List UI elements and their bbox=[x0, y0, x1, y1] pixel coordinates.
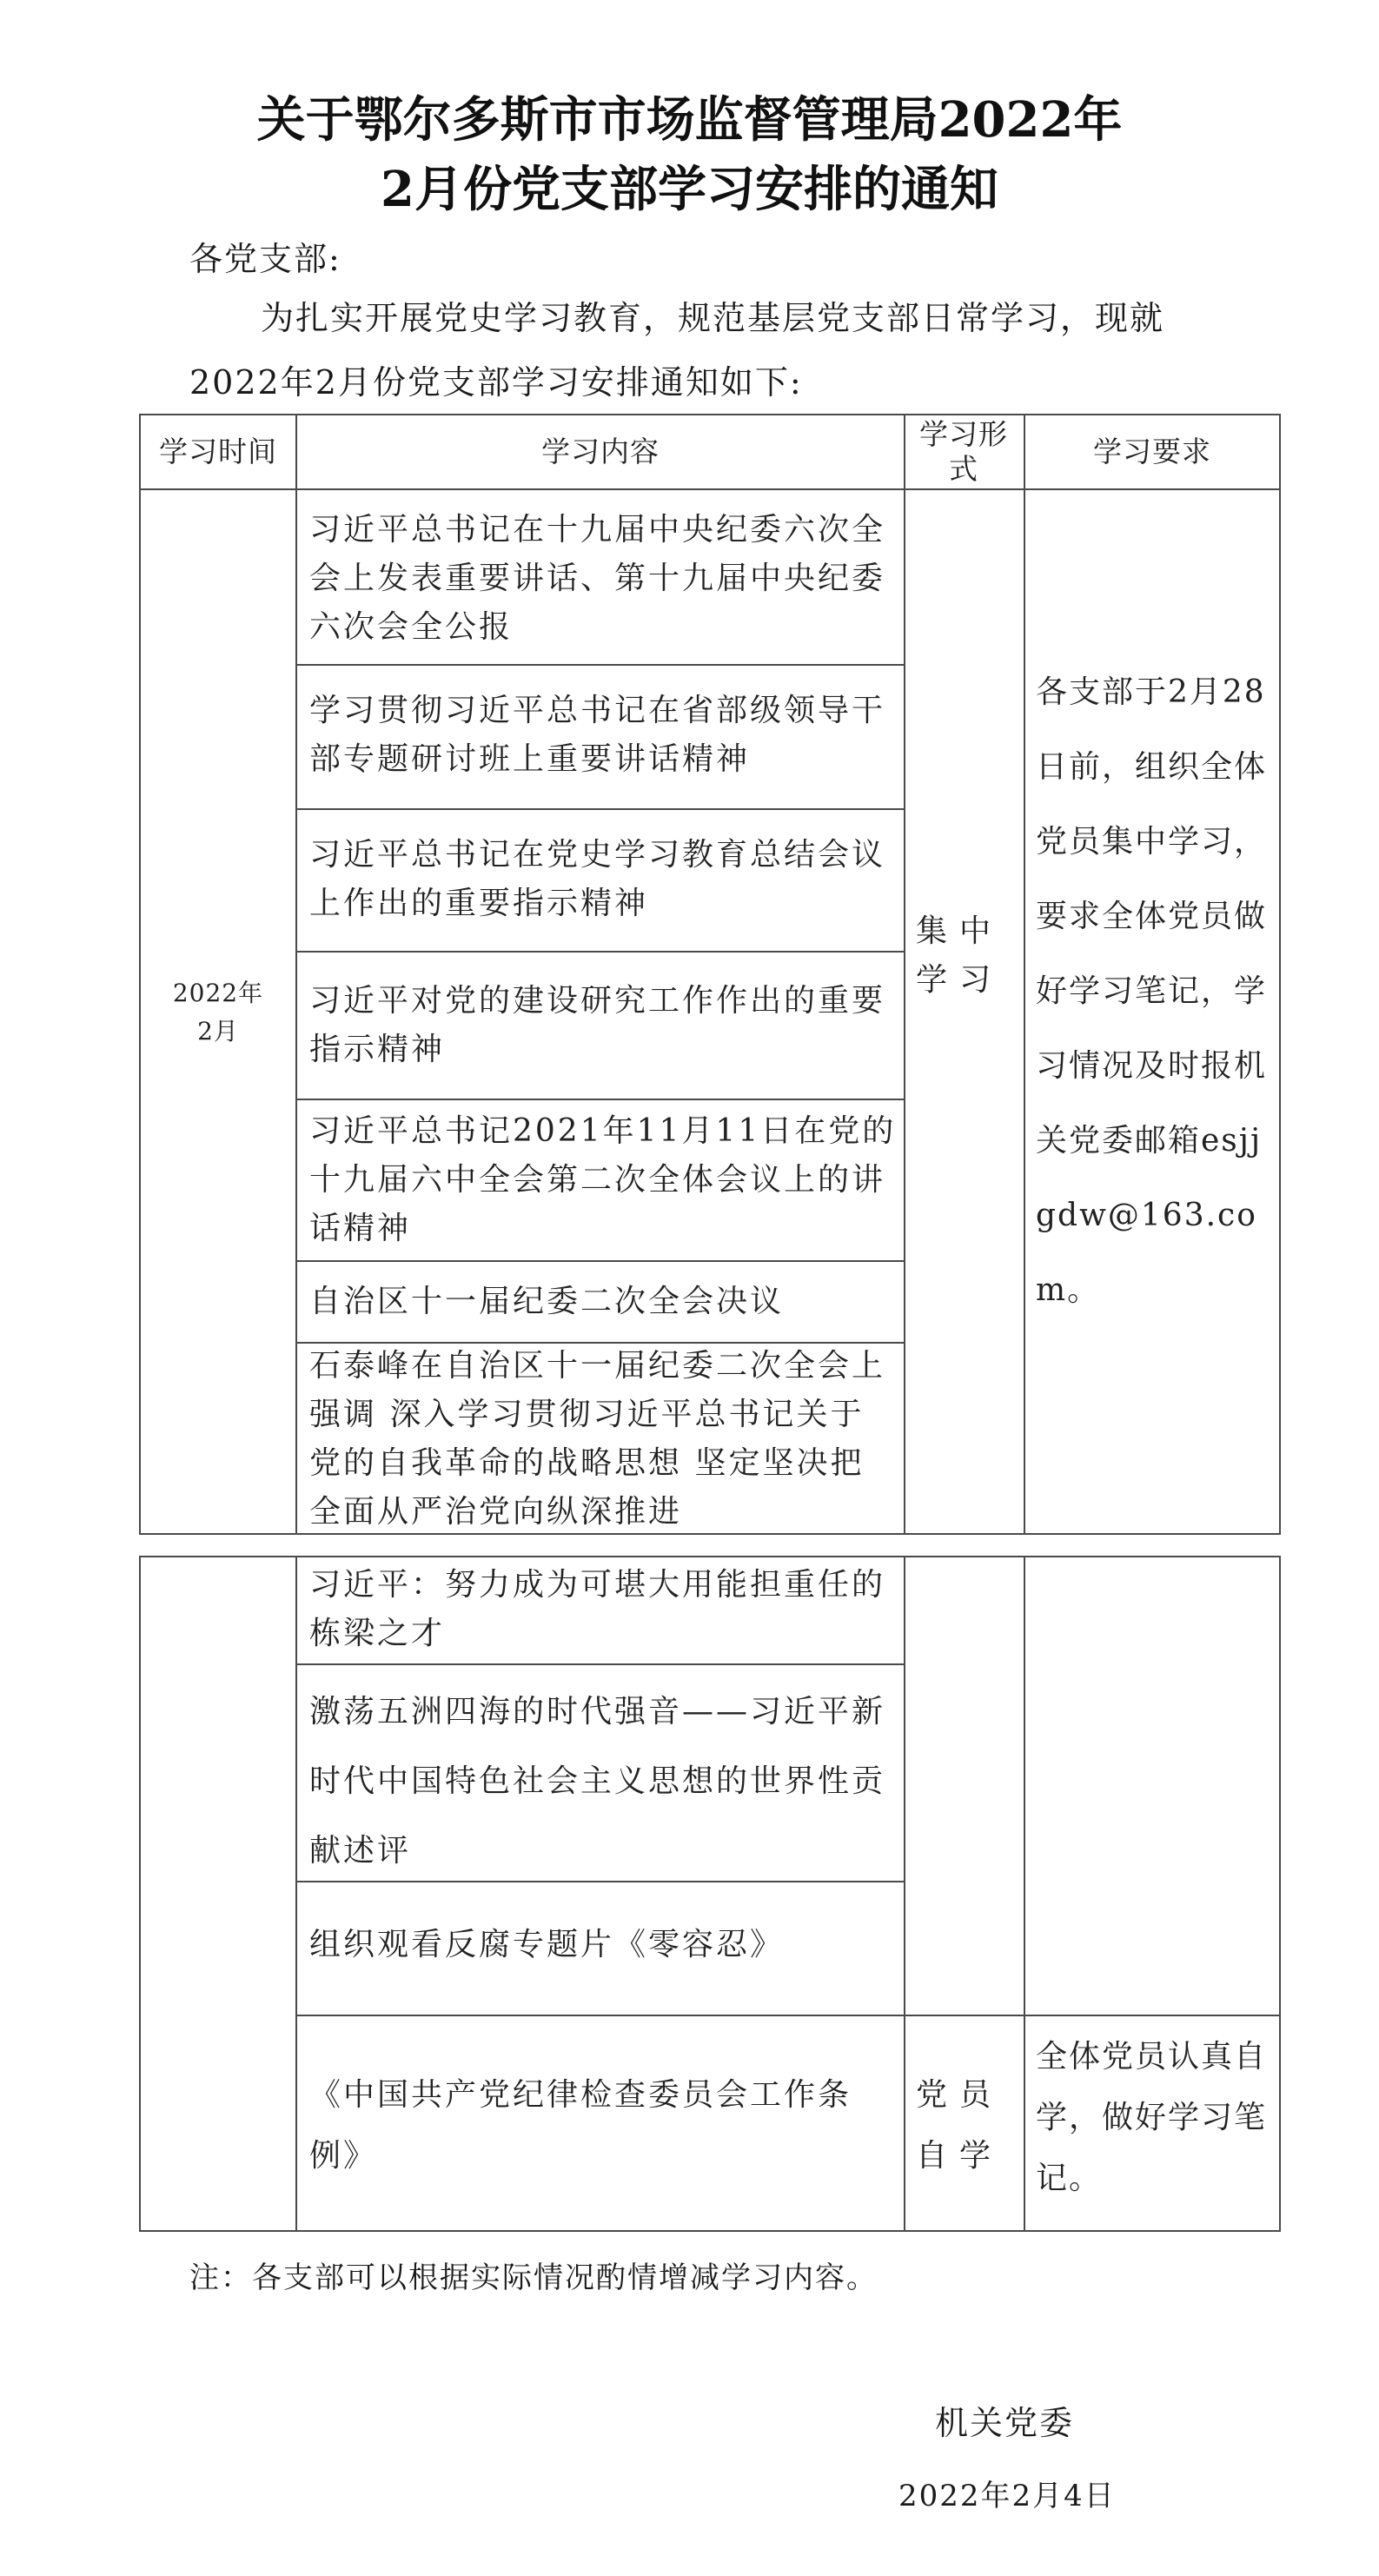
study-form-self: 党员自学 bbox=[916, 2077, 1004, 2174]
issuer: 机关党委 bbox=[935, 2404, 1075, 2442]
document-title-line1: 关于鄂尔多斯市市场监督管理局2022年 bbox=[256, 91, 1123, 149]
content-item-9: 激荡五洲四海的时代强音——习近平新时代中国特色社会主义思想的世界性贡献述评 bbox=[309, 1694, 886, 1869]
study-form-concentrated: 集中学习 bbox=[916, 913, 1004, 998]
header-study-content: 学习内容 bbox=[541, 435, 660, 468]
content-item-10: 组织观看反腐专题片《零容忍》 bbox=[309, 1927, 785, 1962]
content-item-4: 习近平对党的建设研究工作作出的重要指示精神 bbox=[309, 983, 886, 1067]
content-item-2: 学习贯彻习近平总书记在省部级领导干部专题研讨班上重要讲话精神 bbox=[309, 693, 886, 777]
footnote: 注：各支部可以根据实际情况酌情增减学习内容。 bbox=[189, 2261, 878, 2295]
content-item-3: 习近平总书记在党史学习教育总结会议上作出的重要指示精神 bbox=[309, 837, 886, 921]
study-time-value: 2022年2月 bbox=[172, 979, 264, 1046]
intro-line-2: 2022年2月份党支部学习安排通知如下: bbox=[189, 363, 803, 402]
document-title-line2: 2月份党支部学习安排的通知 bbox=[381, 161, 998, 218]
content-item-6: 自治区十一届纪委二次全会决议 bbox=[309, 1284, 785, 1319]
content-item-7: 石泰峰在自治区十一届纪委二次全会上强调 深入学习贯彻习近平总书记关于党的自我革命的战略思想 坚定坚决把全面从严治党向纵深推进 bbox=[309, 1348, 886, 1530]
salutation: 各党支部: bbox=[189, 240, 341, 278]
study-requirement-self: 全体党员认真自学，做好学习笔记。 bbox=[1036, 2039, 1268, 2196]
content-item-self-study: 《中国共产党纪律检查委员会工作条例》 bbox=[309, 2077, 852, 2174]
header-study-form: 学习形式 bbox=[919, 417, 1008, 486]
intro-line-1: 为扎实开展党史学习教育，规范基层党支部日常学习，现就 bbox=[261, 299, 1165, 337]
header-study-time: 学习时间 bbox=[159, 435, 277, 468]
issue-date: 2022年2月4日 bbox=[898, 2479, 1116, 2513]
content-item-5: 习近平总书记2021年11月11日在党的十九届六中全会第二次全体会议上的讲话精神 bbox=[309, 1113, 897, 1246]
content-item-8: 习近平：努力成为可堪大用能担重任的栋梁之才 bbox=[309, 1567, 886, 1651]
content-item-1: 习近平总书记在十九届中央纪委六次全会上发表重要讲话、第十九届中央纪委六次会全公报 bbox=[309, 512, 886, 645]
header-study-requirement: 学习要求 bbox=[1093, 435, 1211, 468]
study-requirement-concentrated: 各支部于2月28日前，组织全体党员集中学习，要求全体党员做好学习笔记，学习情况及时报机关党委邮箱esjjgdw@163.com。 bbox=[1036, 674, 1268, 1308]
